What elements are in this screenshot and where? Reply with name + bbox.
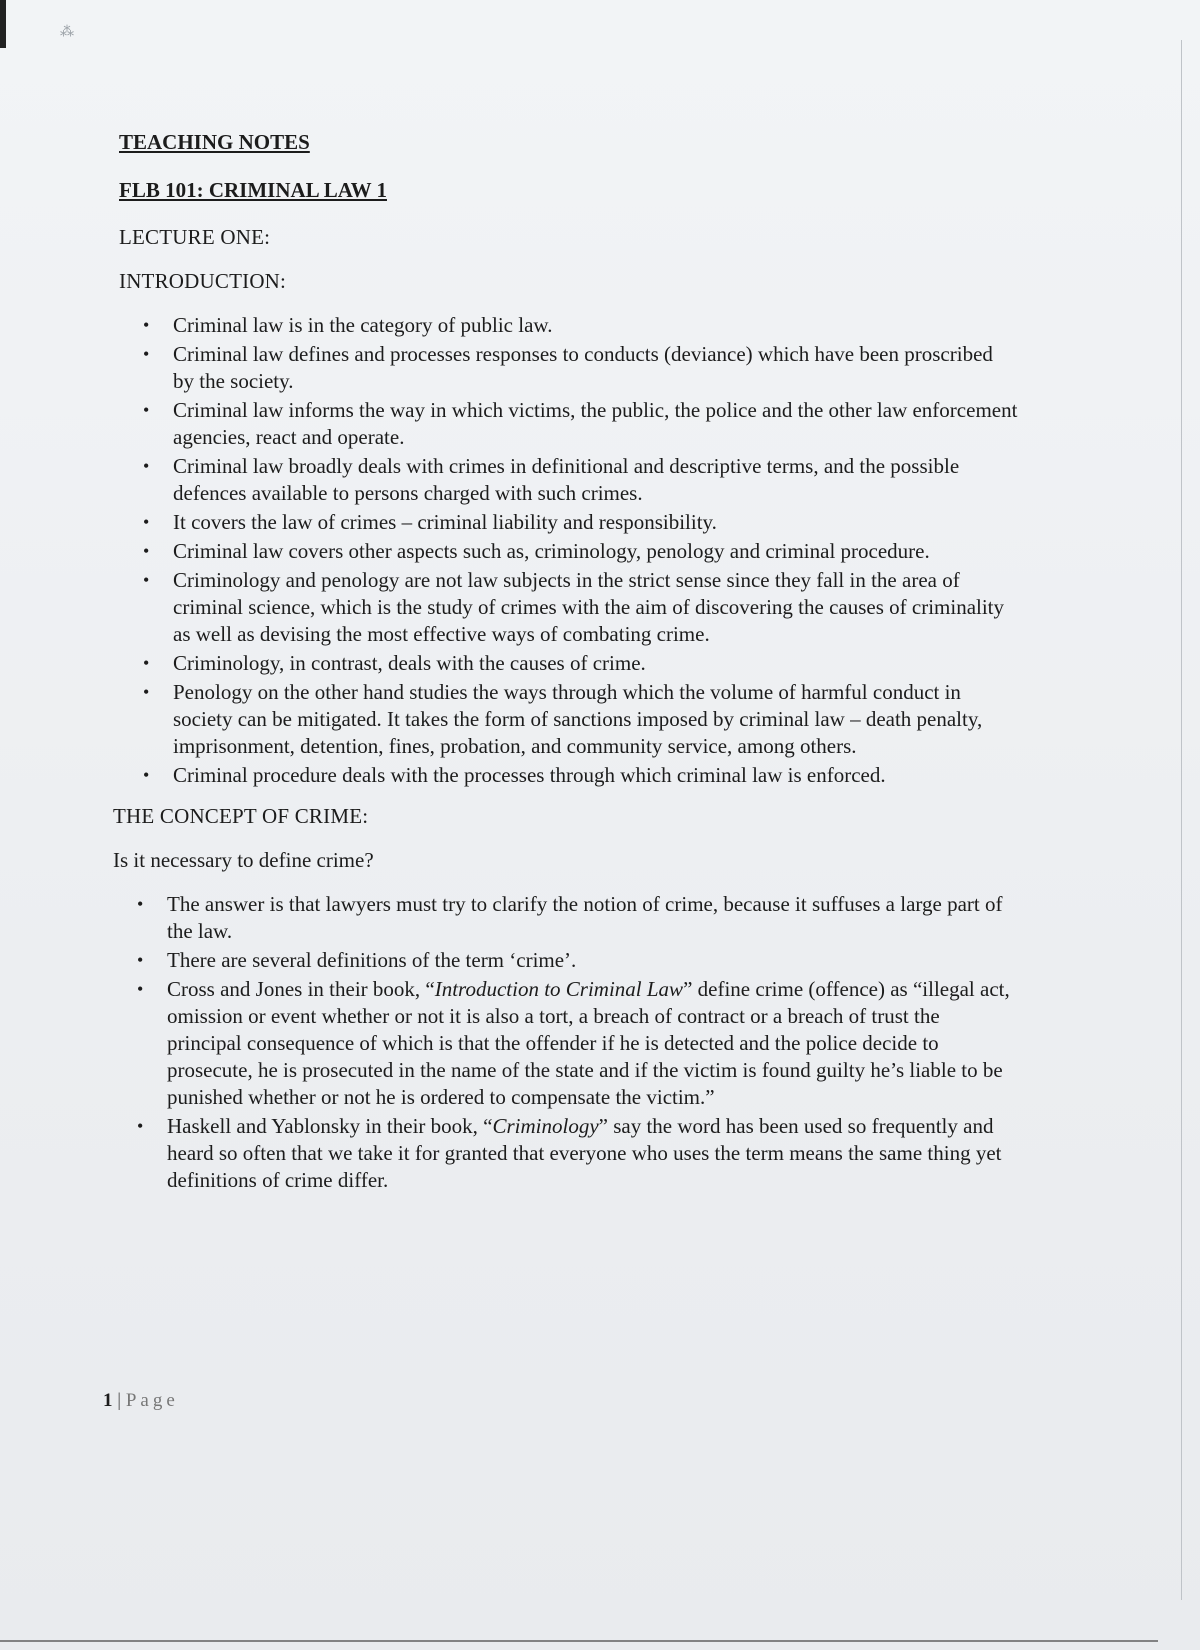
list-item: • Cross and Jones in their book, “Introduction to Criminal Law” define crime (offence) as “illegal act, omission or event whether or not it is also a tort, a breach of contract or a breach of trust the principal consequence of which is that the offender if he is detected and the police decide to prosecute, he is prosecuted in the name of the state and if the victim is found guilty he’s liable to be punished whether or not he is ordered to compensate the victim.”	[137, 977, 1010, 1109]
list-item: • Criminal law covers other aspects such as, criminology, penology and criminal procedure.	[143, 539, 930, 563]
list-item: • Criminology and penology are not law subjects in the strict sense since they fall in the area of criminal science, which is the study of crimes with the aim of discovering the causes of criminality as well as devising the most effective ways of combating crime.	[143, 568, 1005, 646]
bullet-icon: •	[137, 1116, 144, 1136]
book-title: Introduction to Criminal Law	[434, 977, 684, 1001]
bullet-icon: •	[143, 512, 150, 532]
section-question: Is it necessary to define crime?	[113, 848, 374, 872]
scan-smudge-icon: ⁂	[60, 25, 74, 40]
page-label: Page	[125, 1390, 179, 1411]
bullet-icon: •	[143, 541, 150, 561]
concept-heading: THE CONCEPT OF CRIME:	[113, 804, 369, 828]
document-body	[113, 128, 1018, 1208]
scan-edge-line	[1181, 40, 1182, 1600]
lecture-heading: LECTURE ONE:	[119, 225, 271, 249]
bullet-icon: •	[143, 653, 150, 673]
intro-bullet-list	[113, 312, 1018, 789]
bullet-icon: •	[143, 765, 150, 785]
list-item: • Criminal procedure deals with the processes through which criminal law is enforced.	[143, 763, 886, 787]
scan-bottom-line	[0, 1640, 1158, 1642]
course-title: FLB 101: CRIMINAL LAW 1	[119, 178, 387, 202]
bullet-icon: •	[137, 950, 144, 970]
bullet-icon: •	[143, 344, 150, 364]
list-item: • Penology on the other hand studies the ways through which the volume of harmful conduct in society can be mitigated. It takes the form of sanctions imposed by criminal law – death penalty, imprisonment, detention, fines, probation, and community service, among others.	[143, 680, 983, 758]
list-item: • The answer is that lawyers must try to clarify the notion of crime, because it suffuses a large part of the law.	[137, 892, 1003, 943]
bullet-icon: •	[143, 315, 150, 335]
page-footer	[103, 1390, 179, 1412]
list-item: • Criminal law is in the category of public law.	[143, 313, 553, 337]
list-item: • Criminal law informs the way in which victims, the public, the police and the other law enforcement agencies, react and operate.	[143, 398, 1018, 449]
list-item: • Criminology, in contrast, deals with the causes of crime.	[143, 651, 646, 675]
bullet-icon: •	[143, 570, 150, 590]
bullet-icon: •	[143, 400, 150, 420]
footer-separator: |	[117, 1390, 122, 1411]
bullet-icon: •	[137, 894, 144, 914]
bullet-icon: •	[137, 979, 144, 999]
book-title: Criminology	[492, 1114, 599, 1138]
list-item: • It covers the law of crimes – criminal liability and responsibility.	[143, 510, 717, 534]
list-item: • Haskell and Yablonsky in their book, “Criminology” say the word has been used so frequently and heard so often that we take it for granted that everyone who uses the term means the same thing yet definitions of crime differ.	[137, 1114, 1002, 1192]
list-item: • Criminal law defines and processes responses to conducts (deviance) which have been proscribed by the society.	[143, 342, 993, 393]
scan-edge-mark	[0, 0, 6, 48]
concept-bullet-list	[113, 891, 1018, 1194]
page-number: 1	[103, 1390, 113, 1411]
list-item: • Criminal law broadly deals with crimes in definitional and descriptive terms, and the possible defences available to persons charged with such crimes.	[143, 454, 960, 505]
document-title: TEACHING NOTES	[119, 130, 310, 154]
bullet-icon: •	[143, 456, 150, 476]
intro-heading: INTRODUCTION:	[119, 269, 287, 293]
list-item: • There are several definitions of the term ‘crime’.	[137, 948, 577, 972]
bullet-icon: •	[143, 682, 150, 702]
